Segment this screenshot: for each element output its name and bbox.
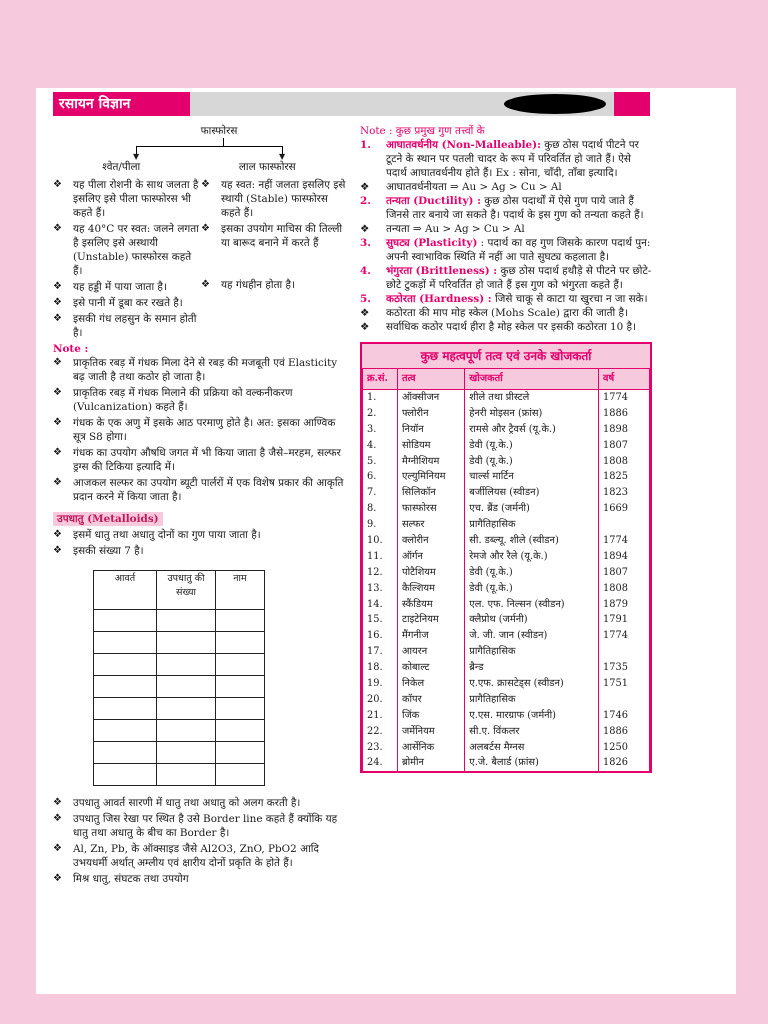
table-cell: 1879 bbox=[599, 597, 650, 613]
table-cell: सिलिकॉन bbox=[398, 485, 465, 501]
table-row bbox=[363, 533, 650, 549]
table-cell: 1807 bbox=[599, 565, 650, 581]
table-cell: सल्फर bbox=[398, 517, 465, 533]
table-row bbox=[363, 422, 650, 438]
table-cell: 1669 bbox=[599, 501, 650, 517]
property-item: 1. आघातवर्धनीय (Non-Malleable): कुछ ठोस पदार्थ पीटने पर टूटने के स्थान पर पतली चादर के रूप में परिवर्तित हो जाते हैं। ऐसे पदार्थ आघातवर्धनीय होते हैं। Ex : सोना, चाँदी, ताँबा इत्यादि। bbox=[360, 139, 639, 179]
table-cell: 1774 bbox=[599, 533, 650, 549]
table-row bbox=[363, 692, 650, 708]
list-item: ❖ मिश्र धातु, संघटक तथा उपयोग bbox=[53, 873, 189, 885]
discoverers-table-title: कुछ महत्वपूर्ण तत्व एवं उनके खोजकर्ता bbox=[362, 344, 650, 368]
table-cell: 1774 bbox=[599, 628, 650, 644]
list-item: ❖ इसमें धातु तथा अधातु दोनों का गुण पाया जाता है। bbox=[53, 529, 261, 541]
table-cell: टाइटेनियम bbox=[398, 612, 465, 628]
table-cell: 2. bbox=[363, 406, 398, 422]
table-cell: 1774 bbox=[599, 390, 650, 406]
table-cell: ब्रोमीन bbox=[398, 755, 465, 771]
list-item: ❖ प्राकृतिक रबड़ में गंधक मिलाने की प्रक्रिया को वल्कनीकरण (Vulcanization) कहते हैं। bbox=[53, 387, 293, 413]
table-row bbox=[363, 438, 650, 454]
table-row bbox=[363, 612, 650, 628]
table-header: आवर्त bbox=[94, 571, 157, 610]
property-term: भंगुरता (Brittleness) : bbox=[386, 265, 498, 277]
table-row bbox=[363, 740, 650, 756]
table-cell bbox=[599, 644, 650, 660]
table-cell: शीले तथा प्रीस्टले bbox=[465, 390, 599, 406]
property-term: आघातवर्धनीय (Non-Malleable): bbox=[386, 139, 541, 151]
left-column bbox=[53, 124, 345, 888]
table-row bbox=[363, 517, 650, 533]
table-cell: प्रागैतिहासिक bbox=[465, 692, 599, 708]
table-cell: जिंक bbox=[398, 708, 465, 724]
property-term: कठोरता (Hardness) : bbox=[386, 293, 492, 305]
table-cell: रेमजे और रैले (यू.के.) bbox=[465, 549, 599, 565]
table-cell: 1807 bbox=[599, 438, 650, 454]
list-item: ❖ गंधक का उपयोग औषधि जगत में भी किया जाता है जैसे–मरहम, सल्फर ड्रग्स की टिकिया इत्यादि में। bbox=[53, 447, 341, 473]
table-row bbox=[363, 565, 650, 581]
header-oval-decoration bbox=[504, 94, 606, 114]
list-item: ❖ इसे पानी में डूबा कर रखते है। bbox=[53, 297, 183, 309]
table-cell: 1894 bbox=[599, 549, 650, 565]
table-row bbox=[363, 660, 650, 676]
table-cell: 1886 bbox=[599, 406, 650, 422]
table-cell: 24. bbox=[363, 755, 398, 771]
tree-root: फास्फोरस bbox=[200, 125, 238, 137]
table-cell: सी.ए. विंकलर bbox=[465, 724, 599, 740]
discoverers-table-box bbox=[360, 342, 652, 773]
red-phosphorus-list bbox=[201, 178, 347, 342]
property-item: 2. तन्यता (Ductility) : कुछ ठोस पदार्थों में ऐसे गुण पाये जाते हैं जिनसे तार बनाये जा सकते है। पदार्थ के इस गुण को तन्यता कहते हैं। bbox=[360, 195, 644, 221]
table-cell: आर्सेनिक bbox=[398, 740, 465, 756]
property-item: ❖ तन्यता ⇒ Au > Ag > Cu > Al bbox=[360, 223, 525, 235]
table-cell: 12. bbox=[363, 565, 398, 581]
table-cell: कोबाल्ट bbox=[398, 660, 465, 676]
table-cell: 1823 bbox=[599, 485, 650, 501]
table-cell: ए.जे. बैलार्ड (फ्रांस) bbox=[465, 755, 599, 771]
property-term: सुघट्य (Plasticity) bbox=[386, 237, 478, 249]
table-cell: डेवी (यू.के.) bbox=[465, 438, 599, 454]
table-cell: 23. bbox=[363, 740, 398, 756]
list-item: ❖ उपधातु आवर्त सारणी में धातु तथा अधातु को अलग करती है। bbox=[53, 797, 301, 809]
table-cell bbox=[599, 692, 650, 708]
table-cell: 1735 bbox=[599, 660, 650, 676]
table-cell: हेनरी मोइसन (फ्रांस) bbox=[465, 406, 599, 422]
table-row bbox=[363, 628, 650, 644]
table-cell: मैंगनीज bbox=[398, 628, 465, 644]
property-text: : पदार्थ का वह गुण जिसके कारण पदार्थ पुन: अपनी स्वाभाविक स्थिति में नहीं आ पाते सुघट्य कहलाता है। bbox=[386, 237, 651, 263]
table-cell: डेवी (यू.के.) bbox=[465, 454, 599, 470]
table-cell: चार्ल्स मार्टिन bbox=[465, 469, 599, 485]
table-cell: रामसे और ट्रैवर्स (यू.के.) bbox=[465, 422, 599, 438]
table-cell: 5. bbox=[363, 454, 398, 470]
table-row bbox=[363, 469, 650, 485]
table-cell: प्रागैतिहासिक bbox=[465, 517, 599, 533]
list-item: ❖ उपधातु जिस रेखा पर स्थित है उसे Border line कहते हैं क्योंकि यह धातु तथा अधातु के बीच का Border है। bbox=[53, 813, 338, 839]
table-cell: 1825 bbox=[599, 469, 650, 485]
list-item: ❖ यह स्वत: नहीं जलता इसलिए इसे स्थायी (Stable) फास्फोरस कहते हैं। bbox=[201, 179, 346, 219]
table-cell: 19. bbox=[363, 676, 398, 692]
tree-branch-red: लाल फास्फोरस bbox=[238, 161, 296, 173]
property-item: ❖ आघातवर्धनीयता ⇒ Au > Ag > Cu > Al bbox=[360, 181, 562, 193]
arrow-down-icon: ▼ bbox=[279, 152, 286, 161]
property-text: कुछ ठोस पदार्थ हथौड़े से पीटने पर छोटे-छोटे टुकड़ों में परिवर्तित हो जाते हैं इस गुण को भंगुरता कहते हैं। bbox=[386, 265, 652, 291]
list-item: ❖ प्राकृतिक रबड़ में गंधक मिला देने से रबड़ की मजबूती एवं Elasticity बढ़ जाती है तथा कठोर हो जाता है। bbox=[53, 357, 338, 383]
table-cell: 21. bbox=[363, 708, 398, 724]
table-cell: जर्मेनियम bbox=[398, 724, 465, 740]
table-cell: एल. एफ. निल्सन (स्वीडन) bbox=[465, 597, 599, 613]
table-cell: सी. डब्ल्यू. शीले (स्वीडन) bbox=[465, 533, 599, 549]
table-cell: प्रागैतिहासिक bbox=[465, 644, 599, 660]
table-header: नाम bbox=[216, 571, 265, 610]
page bbox=[36, 88, 736, 994]
list-item: ❖ यह हड्डी में पाया जाता है। bbox=[53, 281, 167, 293]
metalloid-table bbox=[93, 570, 265, 786]
property-item: ❖ कठोरता की माप मोह स्केल (Mohs Scale) द्वारा की जाती है। bbox=[360, 307, 628, 319]
list-item: ❖ यह 40°C पर स्वत: जलने लगता है इसलिए इसे अस्थायी (Unstable) फास्फोरस कहते हैं। bbox=[53, 223, 199, 277]
table-cell: 6. bbox=[363, 469, 398, 485]
table-header: वर्ष bbox=[599, 369, 650, 390]
table-cell: 14. bbox=[363, 597, 398, 613]
table-row bbox=[363, 597, 650, 613]
table-cell: 15. bbox=[363, 612, 398, 628]
table-cell: 1826 bbox=[599, 755, 650, 771]
table-header: क्र.सं. bbox=[363, 369, 398, 390]
table-header: तत्व bbox=[398, 369, 465, 390]
table-cell: 1791 bbox=[599, 612, 650, 628]
table-cell: ऑर्गन bbox=[398, 549, 465, 565]
table-row bbox=[363, 406, 650, 422]
table-cell: ब्रैन्ड bbox=[465, 660, 599, 676]
right-column bbox=[360, 124, 652, 773]
table-row bbox=[363, 724, 650, 740]
table-cell: डेवी (यू.के.) bbox=[465, 581, 599, 597]
table-cell: 4. bbox=[363, 438, 398, 454]
table-header: उपधातु की संख्या bbox=[157, 571, 216, 610]
table-cell: क्लोरीन bbox=[398, 533, 465, 549]
table-cell: आयरन bbox=[398, 644, 465, 660]
table-cell: 18. bbox=[363, 660, 398, 676]
table-row bbox=[363, 676, 650, 692]
property-text: आघातवर्धनीयता ⇒ Au > Ag > Cu > Al bbox=[386, 181, 562, 193]
table-row bbox=[363, 755, 650, 771]
note-label: Note : bbox=[53, 343, 89, 355]
table-cell: डेवी (यू.के.) bbox=[465, 565, 599, 581]
tree-connector bbox=[53, 138, 345, 160]
table-cell: ए.एफ. क्रासटेड्स (स्वीडन) bbox=[465, 676, 599, 692]
table-cell: मैग्नीशियम bbox=[398, 454, 465, 470]
table-cell: नियॉन bbox=[398, 422, 465, 438]
table-cell: ऑक्सीजन bbox=[398, 390, 465, 406]
table-cell: फास्फोरस bbox=[398, 501, 465, 517]
table-cell bbox=[599, 517, 650, 533]
table-cell: 9. bbox=[363, 517, 398, 533]
table-row bbox=[363, 501, 650, 517]
header-pink-block bbox=[614, 92, 650, 116]
list-item: ❖ Al, Zn, Pb, के ऑक्साइड जैसे Al2O3, ZnO, PbO2 आदि उभयधर्मी अर्थात् अम्लीय एवं क्षारीय दोनों प्रकृति के होते हैं। bbox=[53, 843, 319, 869]
table-cell: 1. bbox=[363, 390, 398, 406]
list-item: ❖ आजकल सल्फर का उपयोग ब्यूटी पार्लरों में एक विशेष प्रकार की आकृति प्रदान करने में किया जाता है। bbox=[53, 477, 344, 503]
table-row bbox=[363, 485, 650, 501]
discoverers-table bbox=[362, 368, 650, 771]
table-row bbox=[363, 454, 650, 470]
list-item: ❖ इसका उपयोग माचिस की तिल्ली या बारूद बनाने में करते हैं bbox=[201, 223, 343, 249]
table-cell: 1886 bbox=[599, 724, 650, 740]
table-cell: 13. bbox=[363, 581, 398, 597]
list-item: ❖ इसकी संख्या 7 है। bbox=[53, 545, 144, 557]
list-item: ❖ यह गंधहीन होता है। bbox=[201, 279, 295, 291]
table-cell: 16. bbox=[363, 628, 398, 644]
table-cell: 1898 bbox=[599, 422, 650, 438]
property-term: तन्यता (Ductility) : bbox=[386, 195, 481, 207]
table-cell: पोटैशियम bbox=[398, 565, 465, 581]
table-cell: 1250 bbox=[599, 740, 650, 756]
property-item: 3. सुघट्य (Plasticity) : पदार्थ का वह गुण जिसके कारण पदार्थ पुन: अपनी स्वाभाविक स्थिति में नहीं आ पाते सुघट्य कहलाता है। bbox=[360, 237, 651, 263]
metalloids-heading: उपधातु (Metalloids) bbox=[53, 512, 163, 526]
table-cell: जे. जी. जान (स्वीडन) bbox=[465, 628, 599, 644]
table-cell: एल्युमिनियम bbox=[398, 469, 465, 485]
table-row bbox=[363, 644, 650, 660]
table-cell: 20. bbox=[363, 692, 398, 708]
table-cell: कैल्शियम bbox=[398, 581, 465, 597]
table-cell: 1751 bbox=[599, 676, 650, 692]
table-cell: 1808 bbox=[599, 454, 650, 470]
table-cell: सोडियम bbox=[398, 438, 465, 454]
table-cell: कॉपर bbox=[398, 692, 465, 708]
property-text: जिसे चाकू से काटा या खुरचा न जा सके। bbox=[491, 293, 648, 305]
table-row bbox=[363, 581, 650, 597]
table-cell: क्लैप्रोथ (जर्मनी) bbox=[465, 612, 599, 628]
table-cell: अलबर्टस मैग्नस bbox=[465, 740, 599, 756]
table-cell: 17. bbox=[363, 644, 398, 660]
property-item: 5. कठोरता (Hardness) : जिसे चाकू से काटा या खुरचा न जा सके। bbox=[360, 293, 648, 305]
arrow-down-icon: ▼ bbox=[133, 152, 140, 161]
table-cell: 7. bbox=[363, 485, 398, 501]
table-row bbox=[363, 549, 650, 565]
property-text: कुछ ठोस पदार्थों में ऐसे गुण पाये जाते हैं जिनसे तार बनाये जा सकते है। पदार्थ के इस गुण को तन्यता कहते हैं। bbox=[386, 195, 644, 221]
property-text: कठोरता की माप मोह स्केल (Mohs Scale) द्वारा की जाती है। bbox=[386, 307, 628, 319]
property-text: तन्यता ⇒ Au > Ag > Cu > Al bbox=[386, 223, 525, 235]
table-cell: बर्जीलियस (स्वीडन) bbox=[465, 485, 599, 501]
list-item: ❖ इसकी गंध लहसुन के समान होती है। bbox=[53, 313, 197, 339]
table-header: खोजकर्ता bbox=[465, 369, 599, 390]
table-cell: 1746 bbox=[599, 708, 650, 724]
table-cell: एच. ब्रैंड (जर्मनी) bbox=[465, 501, 599, 517]
property-item: ❖ सर्वाधिक कठोर पदार्थ हीरा है मोह स्केल पर इसकी कठोरता 10 है। bbox=[360, 321, 636, 333]
property-item: 4. भंगुरता (Brittleness) : कुछ ठोस पदार्थ हथौड़े से पीटने पर छोटे-छोटे टुकड़ों में परिवर्तित हो जाते हैं इस गुण को भंगुरता कहते हैं। bbox=[360, 265, 652, 291]
table-cell: फ्लोरीन bbox=[398, 406, 465, 422]
chapter-title: रसायन विज्ञान bbox=[53, 92, 190, 116]
list-item: ❖ गंधक के एक अणु में इसके आठ परमाणु होते है। अत: इसका आण्विक सूत्र S8 होगा। bbox=[53, 417, 336, 443]
properties-list bbox=[360, 138, 652, 334]
properties-intro: Note : कुछ प्रमुख गुण तत्त्वों के bbox=[360, 125, 485, 137]
list-item: ❖ यह पीला रोशनी के साथ जलता है इसलिए इसे पीला फास्फोरस भी कहते हैं। bbox=[53, 179, 199, 219]
table-row bbox=[363, 390, 650, 406]
table-cell: निकेल bbox=[398, 676, 465, 692]
table-row bbox=[363, 708, 650, 724]
table-cell: 1808 bbox=[599, 581, 650, 597]
table-cell: 22. bbox=[363, 724, 398, 740]
property-text: सर्वाधिक कठोर पदार्थ हीरा है मोह स्केल पर इसकी कठोरता 10 है। bbox=[386, 321, 636, 333]
tree-branch-white: श्वेत/पीला bbox=[102, 161, 141, 173]
table-cell: ए.एस. मारग्राफ (जर्मनी) bbox=[465, 708, 599, 724]
table-cell: स्कैंडियम bbox=[398, 597, 465, 613]
table-cell: 11. bbox=[363, 549, 398, 565]
property-text: कुछ ठोस पदार्थ पीटने पर टूटने के स्थान पर पतली चादर के रूप में परिवर्तित हो जाते हैं। ऐसे पदार्थ आघातवर्धनीय होते हैं। Ex : सोना, चाँदी, ताँबा इत्यादि। bbox=[386, 139, 639, 179]
white-phosphorus-list bbox=[53, 178, 199, 342]
table-cell: 3. bbox=[363, 422, 398, 438]
table-cell: 8. bbox=[363, 501, 398, 517]
table-cell: 10. bbox=[363, 533, 398, 549]
